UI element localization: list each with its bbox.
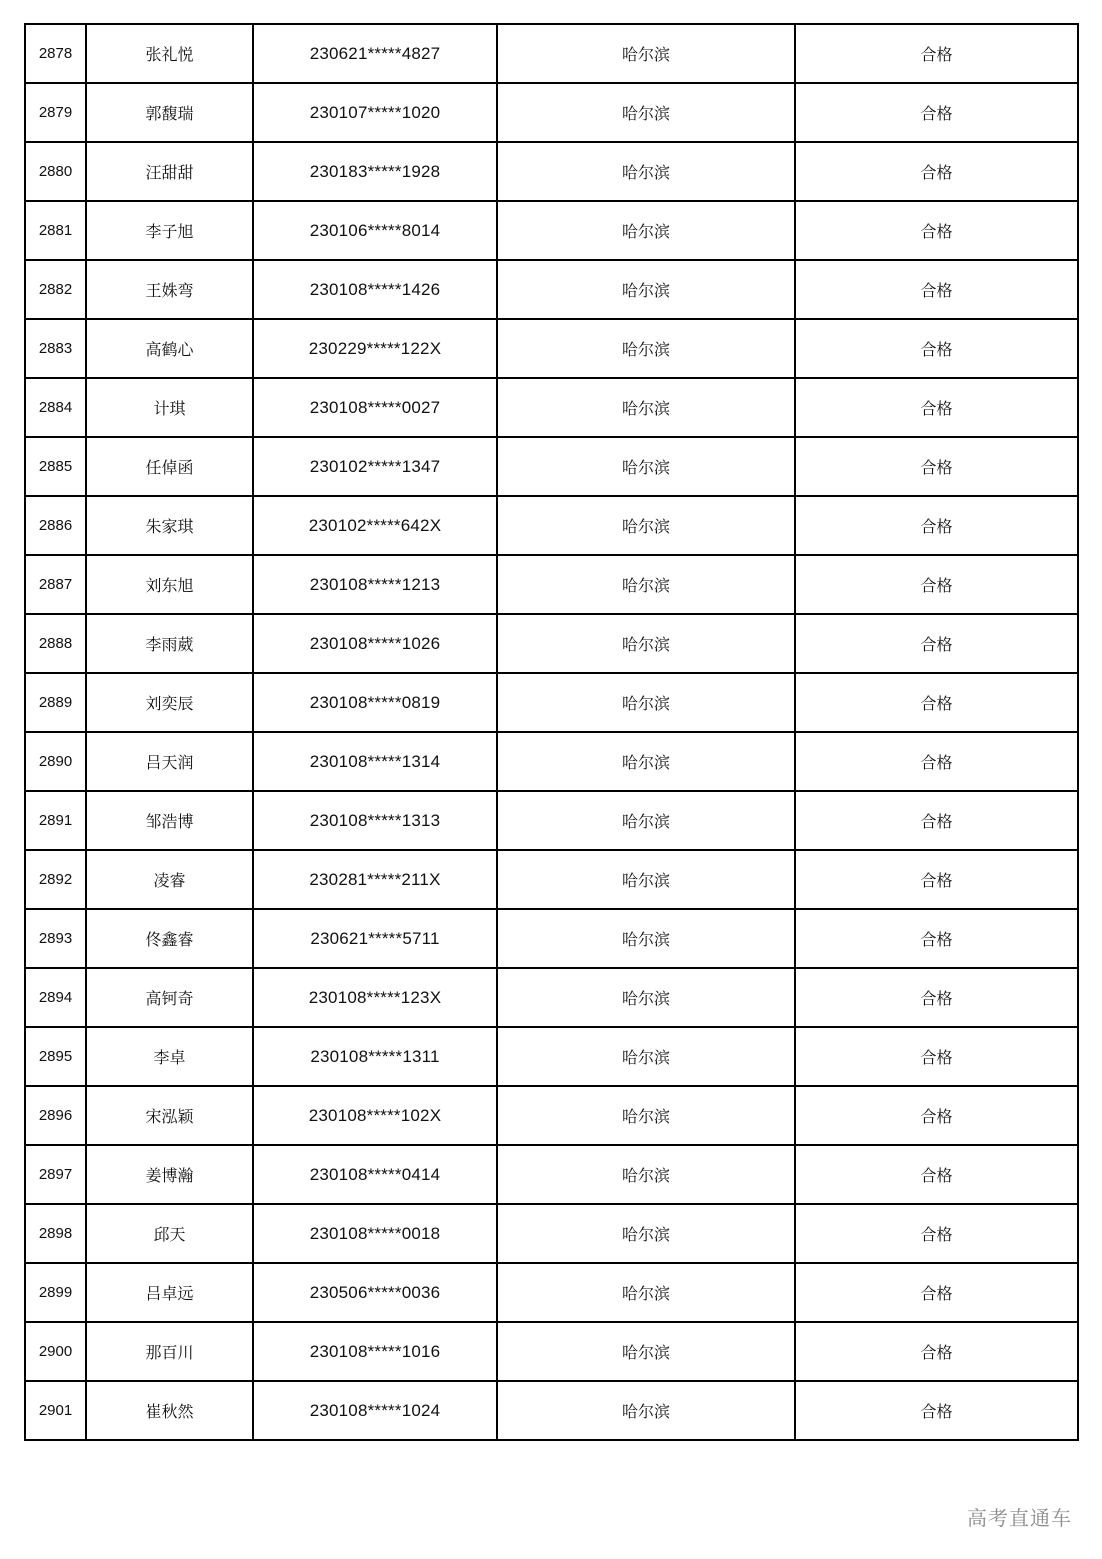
cell-id-number: 230102*****642X	[253, 496, 497, 555]
cell-result: 合格	[795, 1086, 1078, 1145]
cell-result: 合格	[795, 673, 1078, 732]
cell-name: 郭馥瑞	[86, 83, 253, 142]
cell-number: 2885	[25, 437, 86, 496]
cell-result: 合格	[795, 555, 1078, 614]
cell-name: 汪甜甜	[86, 142, 253, 201]
cell-result: 合格	[795, 791, 1078, 850]
table-row	[25, 1381, 1078, 1440]
cell-id-number: 230108*****0819	[253, 673, 497, 732]
cell-city: 哈尔滨	[497, 24, 795, 83]
cell-name: 计琪	[86, 378, 253, 437]
table-row	[25, 1086, 1078, 1145]
cell-name: 朱家琪	[86, 496, 253, 555]
cell-city: 哈尔滨	[497, 614, 795, 673]
cell-city: 哈尔滨	[497, 1027, 795, 1086]
cell-id-number: 230229*****122X	[253, 319, 497, 378]
cell-name: 刘奕辰	[86, 673, 253, 732]
cell-id-number: 230506*****0036	[253, 1263, 497, 1322]
cell-id-number: 230108*****0027	[253, 378, 497, 437]
cell-name: 李子旭	[86, 201, 253, 260]
cell-id-number: 230621*****4827	[253, 24, 497, 83]
cell-id-number: 230108*****0018	[253, 1204, 497, 1263]
cell-city: 哈尔滨	[497, 437, 795, 496]
cell-name: 姜博瀚	[86, 1145, 253, 1204]
cell-id-number: 230621*****5711	[253, 909, 497, 968]
cell-city: 哈尔滨	[497, 850, 795, 909]
cell-number: 2900	[25, 1322, 86, 1381]
table-row	[25, 83, 1078, 142]
cell-city: 哈尔滨	[497, 1263, 795, 1322]
cell-city: 哈尔滨	[497, 496, 795, 555]
cell-number: 2889	[25, 673, 86, 732]
roster-table	[24, 23, 1079, 1441]
cell-name: 任倬函	[86, 437, 253, 496]
cell-city: 哈尔滨	[497, 319, 795, 378]
table-row	[25, 673, 1078, 732]
cell-number: 2894	[25, 968, 86, 1027]
table-row	[25, 496, 1078, 555]
cell-id-number: 230108*****1026	[253, 614, 497, 673]
cell-name: 李卓	[86, 1027, 253, 1086]
cell-city: 哈尔滨	[497, 968, 795, 1027]
cell-number: 2882	[25, 260, 86, 319]
cell-id-number: 230108*****1314	[253, 732, 497, 791]
cell-result: 合格	[795, 437, 1078, 496]
cell-number: 2886	[25, 496, 86, 555]
cell-name: 那百川	[86, 1322, 253, 1381]
table-row	[25, 1204, 1078, 1263]
cell-id-number: 230108*****1426	[253, 260, 497, 319]
cell-city: 哈尔滨	[497, 791, 795, 850]
cell-id-number: 230108*****1213	[253, 555, 497, 614]
cell-number: 2893	[25, 909, 86, 968]
table-row	[25, 201, 1078, 260]
cell-id-number: 230108*****1311	[253, 1027, 497, 1086]
cell-number: 2881	[25, 201, 86, 260]
cell-result: 合格	[795, 201, 1078, 260]
cell-city: 哈尔滨	[497, 201, 795, 260]
table-row	[25, 1027, 1078, 1086]
cell-name: 张礼悦	[86, 24, 253, 83]
cell-result: 合格	[795, 1381, 1078, 1440]
table-row	[25, 1263, 1078, 1322]
cell-result: 合格	[795, 142, 1078, 201]
table-row	[25, 968, 1078, 1027]
cell-id-number: 230102*****1347	[253, 437, 497, 496]
cell-id-number: 230108*****123X	[253, 968, 497, 1027]
table-row	[25, 909, 1078, 968]
table-row	[25, 260, 1078, 319]
table-row	[25, 319, 1078, 378]
cell-result: 合格	[795, 319, 1078, 378]
cell-number: 2880	[25, 142, 86, 201]
cell-id-number: 230108*****1024	[253, 1381, 497, 1440]
cell-name: 凌睿	[86, 850, 253, 909]
cell-number: 2891	[25, 791, 86, 850]
table-row	[25, 1145, 1078, 1204]
cell-city: 哈尔滨	[497, 1204, 795, 1263]
cell-result: 合格	[795, 378, 1078, 437]
table-row	[25, 791, 1078, 850]
cell-city: 哈尔滨	[497, 378, 795, 437]
table-row	[25, 437, 1078, 496]
cell-city: 哈尔滨	[497, 1322, 795, 1381]
cell-city: 哈尔滨	[497, 1381, 795, 1440]
table-row	[25, 732, 1078, 791]
table-row	[25, 378, 1078, 437]
cell-id-number: 230108*****1313	[253, 791, 497, 850]
cell-result: 合格	[795, 968, 1078, 1027]
cell-number: 2883	[25, 319, 86, 378]
cell-id-number: 230281*****211X	[253, 850, 497, 909]
roster-sheet	[24, 23, 1077, 1441]
cell-name: 王姝弯	[86, 260, 253, 319]
cell-number: 2888	[25, 614, 86, 673]
cell-city: 哈尔滨	[497, 732, 795, 791]
cell-number: 2892	[25, 850, 86, 909]
cell-name: 吕卓远	[86, 1263, 253, 1322]
table-row	[25, 555, 1078, 614]
cell-city: 哈尔滨	[497, 142, 795, 201]
cell-number: 2896	[25, 1086, 86, 1145]
table-row	[25, 142, 1078, 201]
cell-result: 合格	[795, 1263, 1078, 1322]
cell-number: 2879	[25, 83, 86, 142]
cell-result: 合格	[795, 1027, 1078, 1086]
cell-id-number: 230108*****1016	[253, 1322, 497, 1381]
cell-city: 哈尔滨	[497, 673, 795, 732]
cell-number: 2901	[25, 1381, 86, 1440]
table-row	[25, 24, 1078, 83]
cell-number: 2898	[25, 1204, 86, 1263]
cell-name: 宋泓颖	[86, 1086, 253, 1145]
cell-result: 合格	[795, 83, 1078, 142]
cell-number: 2878	[25, 24, 86, 83]
cell-number: 2895	[25, 1027, 86, 1086]
cell-name: 崔秋然	[86, 1381, 253, 1440]
cell-id-number: 230108*****102X	[253, 1086, 497, 1145]
cell-result: 合格	[795, 732, 1078, 791]
cell-city: 哈尔滨	[497, 555, 795, 614]
watermark-text: 高考直通车	[965, 1500, 1074, 1533]
cell-name: 李雨葳	[86, 614, 253, 673]
cell-number: 2884	[25, 378, 86, 437]
table-row	[25, 614, 1078, 673]
cell-id-number: 230106*****8014	[253, 201, 497, 260]
cell-name: 刘东旭	[86, 555, 253, 614]
cell-number: 2897	[25, 1145, 86, 1204]
cell-number: 2887	[25, 555, 86, 614]
cell-city: 哈尔滨	[497, 1145, 795, 1204]
cell-name: 邹浩博	[86, 791, 253, 850]
cell-id-number: 230107*****1020	[253, 83, 497, 142]
cell-name: 高鹤心	[86, 319, 253, 378]
table-row	[25, 1322, 1078, 1381]
cell-number: 2890	[25, 732, 86, 791]
cell-result: 合格	[795, 614, 1078, 673]
cell-name: 吕天润	[86, 732, 253, 791]
cell-name: 邱天	[86, 1204, 253, 1263]
cell-number: 2899	[25, 1263, 86, 1322]
cell-result: 合格	[795, 496, 1078, 555]
cell-result: 合格	[795, 1204, 1078, 1263]
cell-result: 合格	[795, 260, 1078, 319]
cell-result: 合格	[795, 1145, 1078, 1204]
cell-city: 哈尔滨	[497, 83, 795, 142]
cell-city: 哈尔滨	[497, 260, 795, 319]
table-row	[25, 850, 1078, 909]
cell-name: 佟鑫睿	[86, 909, 253, 968]
cell-result: 合格	[795, 909, 1078, 968]
cell-id-number: 230108*****0414	[253, 1145, 497, 1204]
roster-body	[25, 24, 1078, 1440]
cell-id-number: 230183*****1928	[253, 142, 497, 201]
cell-name: 高钶奇	[86, 968, 253, 1027]
cell-result: 合格	[795, 1322, 1078, 1381]
cell-city: 哈尔滨	[497, 1086, 795, 1145]
cell-result: 合格	[795, 24, 1078, 83]
cell-city: 哈尔滨	[497, 909, 795, 968]
cell-result: 合格	[795, 850, 1078, 909]
